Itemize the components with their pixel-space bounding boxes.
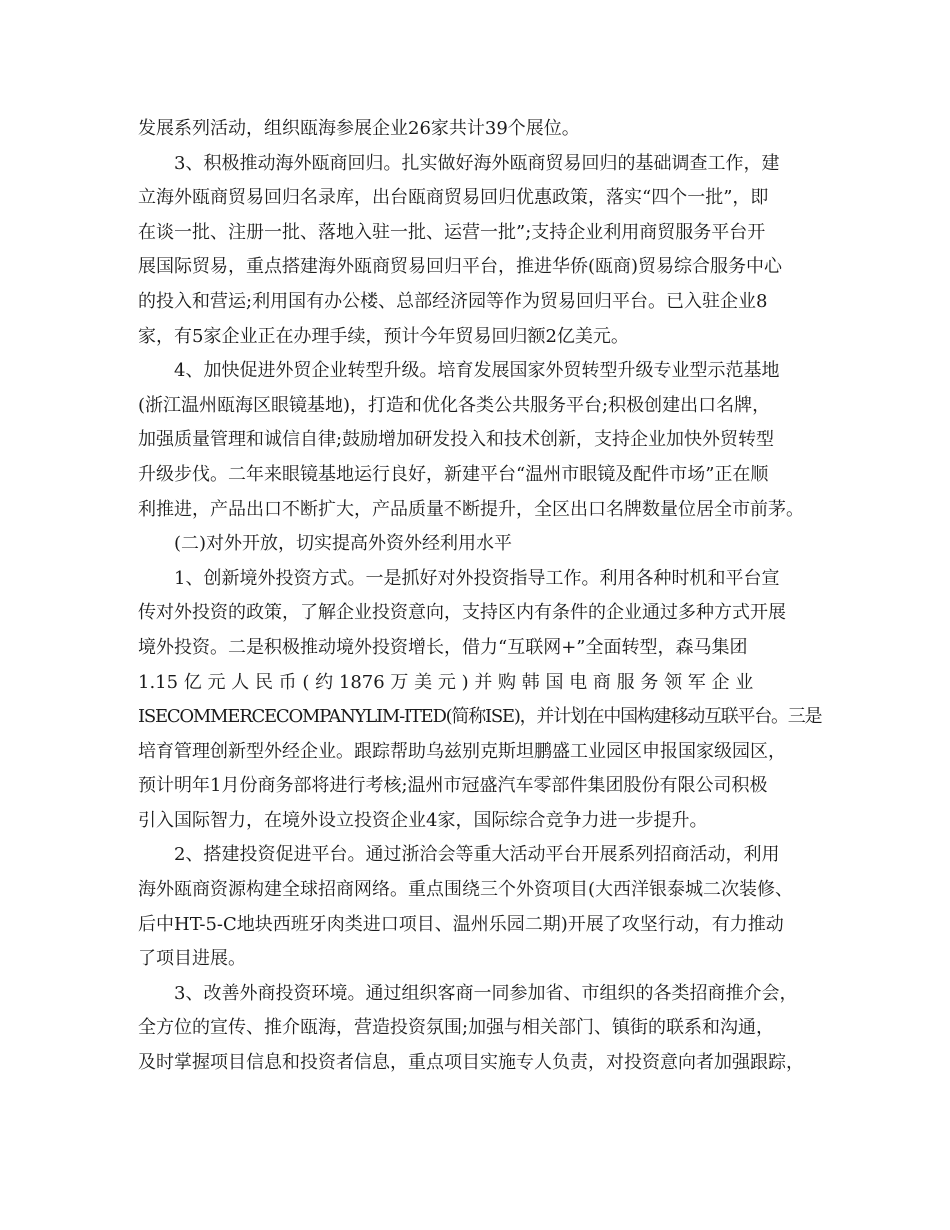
text-line: 引入国际智力，在境外设立投资企业4家，国际综合竞争力进一步提升。 — [138, 809, 708, 831]
text-line: 立海外瓯商贸易回归名录库，出台瓯商贸易回归优惠政策，落实“四个一批”，即 — [138, 187, 769, 209]
text-line: 1.15 亿 元 人 民 币 ( 约 1876 万 美 元 ) 并 购 韩 国 电 商 服 务 领 军 企 业 — [138, 671, 754, 693]
text-line: 升级步伐。二年来眼镜基地运行良好，新建平台“温州市眼镜及配件市场”正在顺 — [138, 463, 769, 485]
text-line: 加强质量管理和诚信自律;鼓励增加研发投入和技术创新，支持企业加快外贸转型 — [138, 429, 775, 451]
text-line: ISECOMMERCECOMPANYLIM-ITED(简称ISE)，并计划在中国构建移动互联平台。三是 — [138, 706, 822, 728]
text-line: 在谈一批、注册一批、落地入驻一批、运营一批”;支持企业利用商贸服务平台开 — [138, 221, 766, 243]
text-line: 2、搭建投资促进平台。通过浙洽会等重大活动平台开展系列招商活动，利用 — [174, 844, 780, 866]
text-line: (浙江温州瓯海区眼镜基地)，打造和优化各类公共服务平台;积极创建出口名牌， — [138, 394, 771, 416]
text-line: 展国际贸易，重点搭建海外瓯商贸易回归平台，推进华侨(瓯商)贸易综合服务中心 — [138, 256, 783, 278]
text-line: 及时掌握项目信息和投资者信息，重点项目实施专人负责，对投资意向者加强跟踪， — [138, 1052, 804, 1074]
text-line: 发展系列活动，组织瓯海参展企业26家共计39个展位。 — [138, 118, 580, 139]
document-body — [138, 112, 823, 1081]
text-line: 全方位的宣传、推介瓯海，营造投资氛围;加强与相关部门、镇街的联系和沟通， — [138, 1017, 775, 1039]
text-line: 的投入和营运;利用国有办公楼、总部经济园等作为贸易回归平台。已入驻企业8 — [138, 290, 768, 312]
text-line: 境外投资。二是积极推动境外投资增长，借力“互联网+”全面转型，森马集团 — [138, 636, 748, 658]
text-line: 后中HT-5-C地块西班牙肉类进口项目、温州乐园二期)开展了攻坚行动，有力推动 — [138, 913, 784, 935]
text-line: 传对外投资的政策，了解企业投资意向，支持区内有条件的企业通过多种方式开展 — [138, 602, 786, 624]
text-line: (二)对外开放，切实提高外资外经利用水平 — [174, 533, 513, 555]
text-line: 了项目进展。 — [138, 948, 246, 970]
text-line: 利推进，产品出口不断扩大，产品质量不断提升，全区出口名牌数量位居全市前茅。 — [138, 498, 804, 520]
text-line: 3、积极推动海外瓯商回归。扎实做好海外瓯商贸易回归的基础调查工作，建 — [174, 152, 780, 174]
text-line: 海外瓯商资源构建全球招商网络。重点围绕三个外资项目(大西洋银泰城二次装修、 — [138, 879, 794, 901]
text-line: 预计明年1月份商务部将进行考核;温州市冠盛汽车零部件集团股份有限公司积极 — [138, 775, 768, 797]
text-line: 1、创新境外投资方式。一是抓好对外投资指导工作。利用各种时机和平台宣 — [174, 567, 780, 589]
text-line: 4、加快促进外贸企业转型升级。培育发展国家外贸转型升级专业型示范基地 — [174, 360, 780, 382]
text-line: 家，有5家企业正在办理手续，预计今年贸易回归额2亿美元。 — [138, 325, 629, 347]
text-line: 3、改善外商投资环境。通过组织客商一同参加省、市组织的各类招商推介会， — [174, 982, 798, 1004]
text-line: 培育管理创新型外经企业。跟踪帮助乌兹别克斯坦鹏盛工业园区申报国家级园区， — [138, 740, 786, 762]
